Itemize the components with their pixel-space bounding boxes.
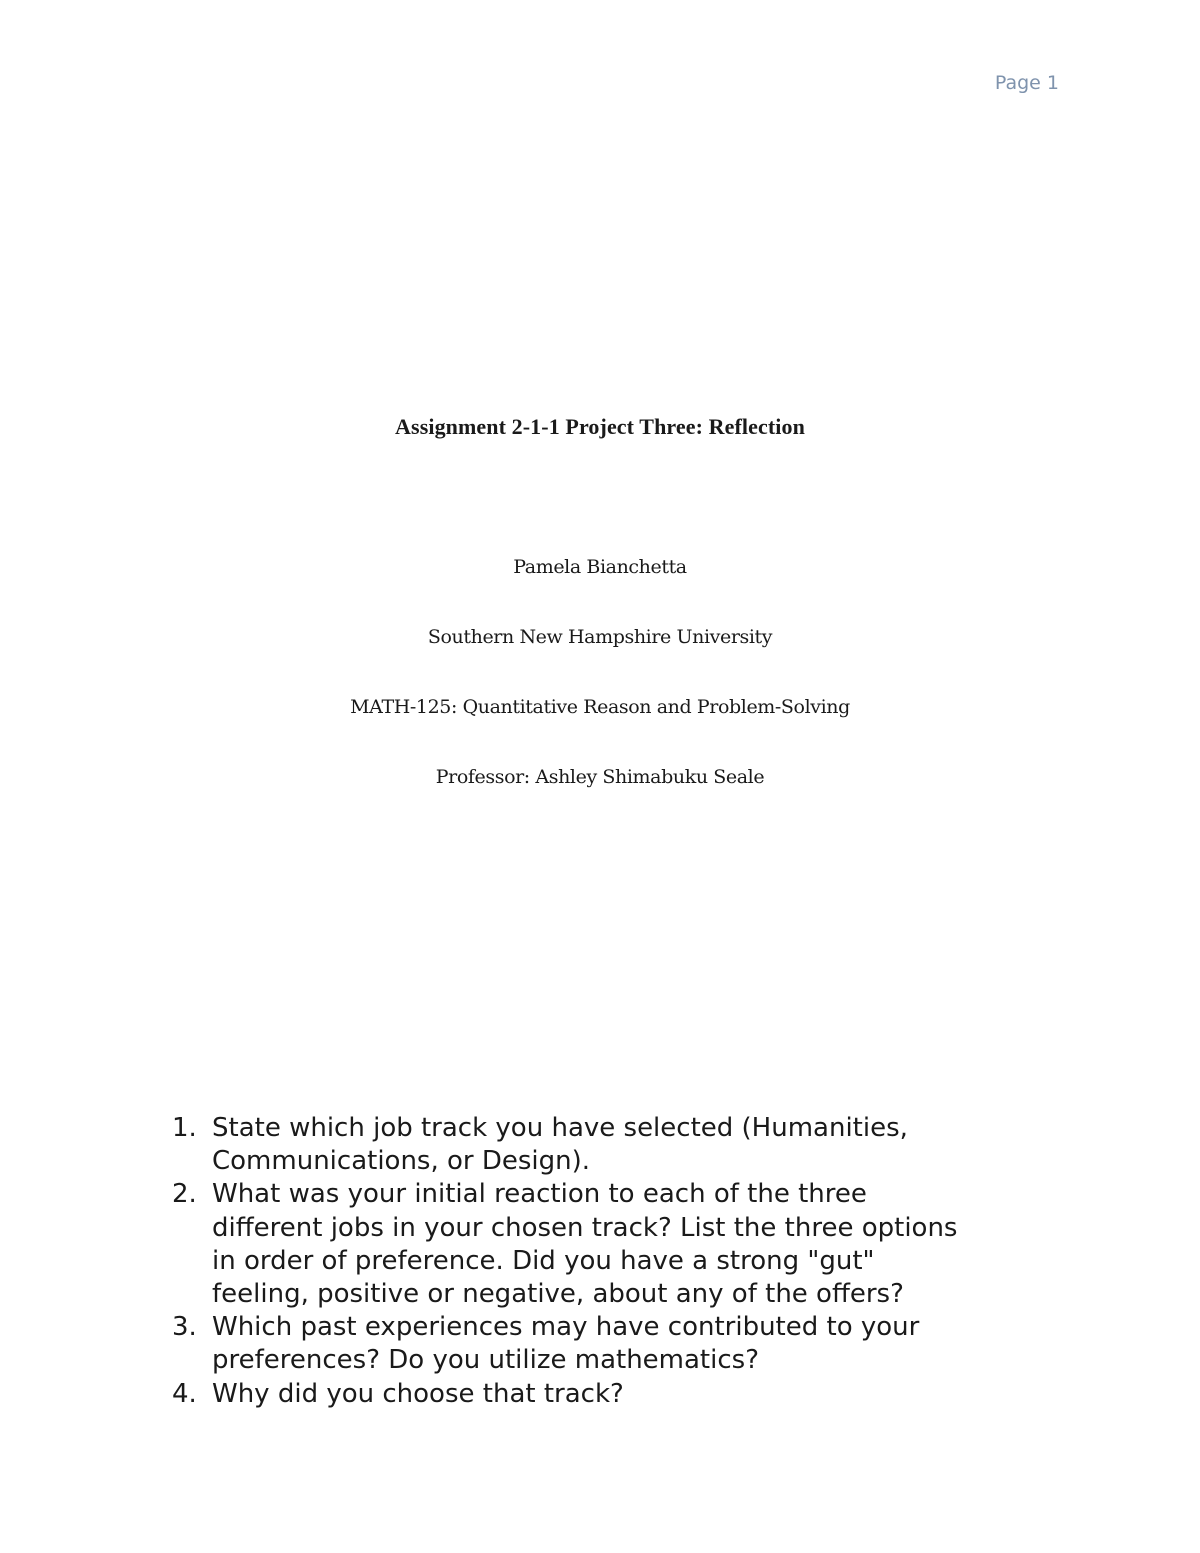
question-number: 1.	[172, 1113, 197, 1143]
author-name: Pamela Bianchetta	[513, 556, 687, 578]
question-text	[212, 1112, 1072, 1178]
question-line: different jobs in your chosen track? List the three options	[212, 1212, 958, 1243]
question-line: State which job track you have selected (Humanities,	[212, 1113, 908, 1143]
question-line: Which past experiences may have contributed to your	[212, 1312, 920, 1343]
institution-name: Southern New Hampshire University	[427, 626, 773, 648]
document-title: Assignment 2-1-1 Project Three: Reflection	[395, 414, 805, 439]
question-line: What was your initial reaction to each of the three	[212, 1179, 867, 1210]
question-number: 3.	[172, 1312, 197, 1343]
question-number: 4.	[172, 1378, 197, 1409]
question-line: in order of preference. Did you have a strong "gut"	[212, 1245, 875, 1276]
question-line: preferences? Do you utilize mathematics?	[212, 1345, 759, 1376]
question-item	[172, 1178, 1072, 1311]
title-block	[0, 414, 1200, 440]
question-item	[172, 1378, 1072, 1411]
question-line: feeling, positive or negative, about any of the offers?	[212, 1279, 904, 1310]
question-text	[212, 1311, 1072, 1377]
course-name: MATH-125: Quantitative Reason and Problem-Solving	[350, 696, 850, 718]
question-line: Why did you choose that track?	[212, 1378, 624, 1409]
question-list	[172, 1112, 1072, 1411]
professor-name: Professor: Ashley Shimabuku Seale	[435, 766, 765, 788]
question-item	[172, 1311, 1072, 1377]
page-number: Page 1	[994, 72, 1059, 94]
question-number: 2.	[172, 1179, 197, 1210]
question-text	[212, 1178, 1072, 1311]
question-text	[212, 1378, 1072, 1411]
question-line: Communications, or Design).	[212, 1146, 591, 1177]
question-item	[172, 1112, 1072, 1178]
